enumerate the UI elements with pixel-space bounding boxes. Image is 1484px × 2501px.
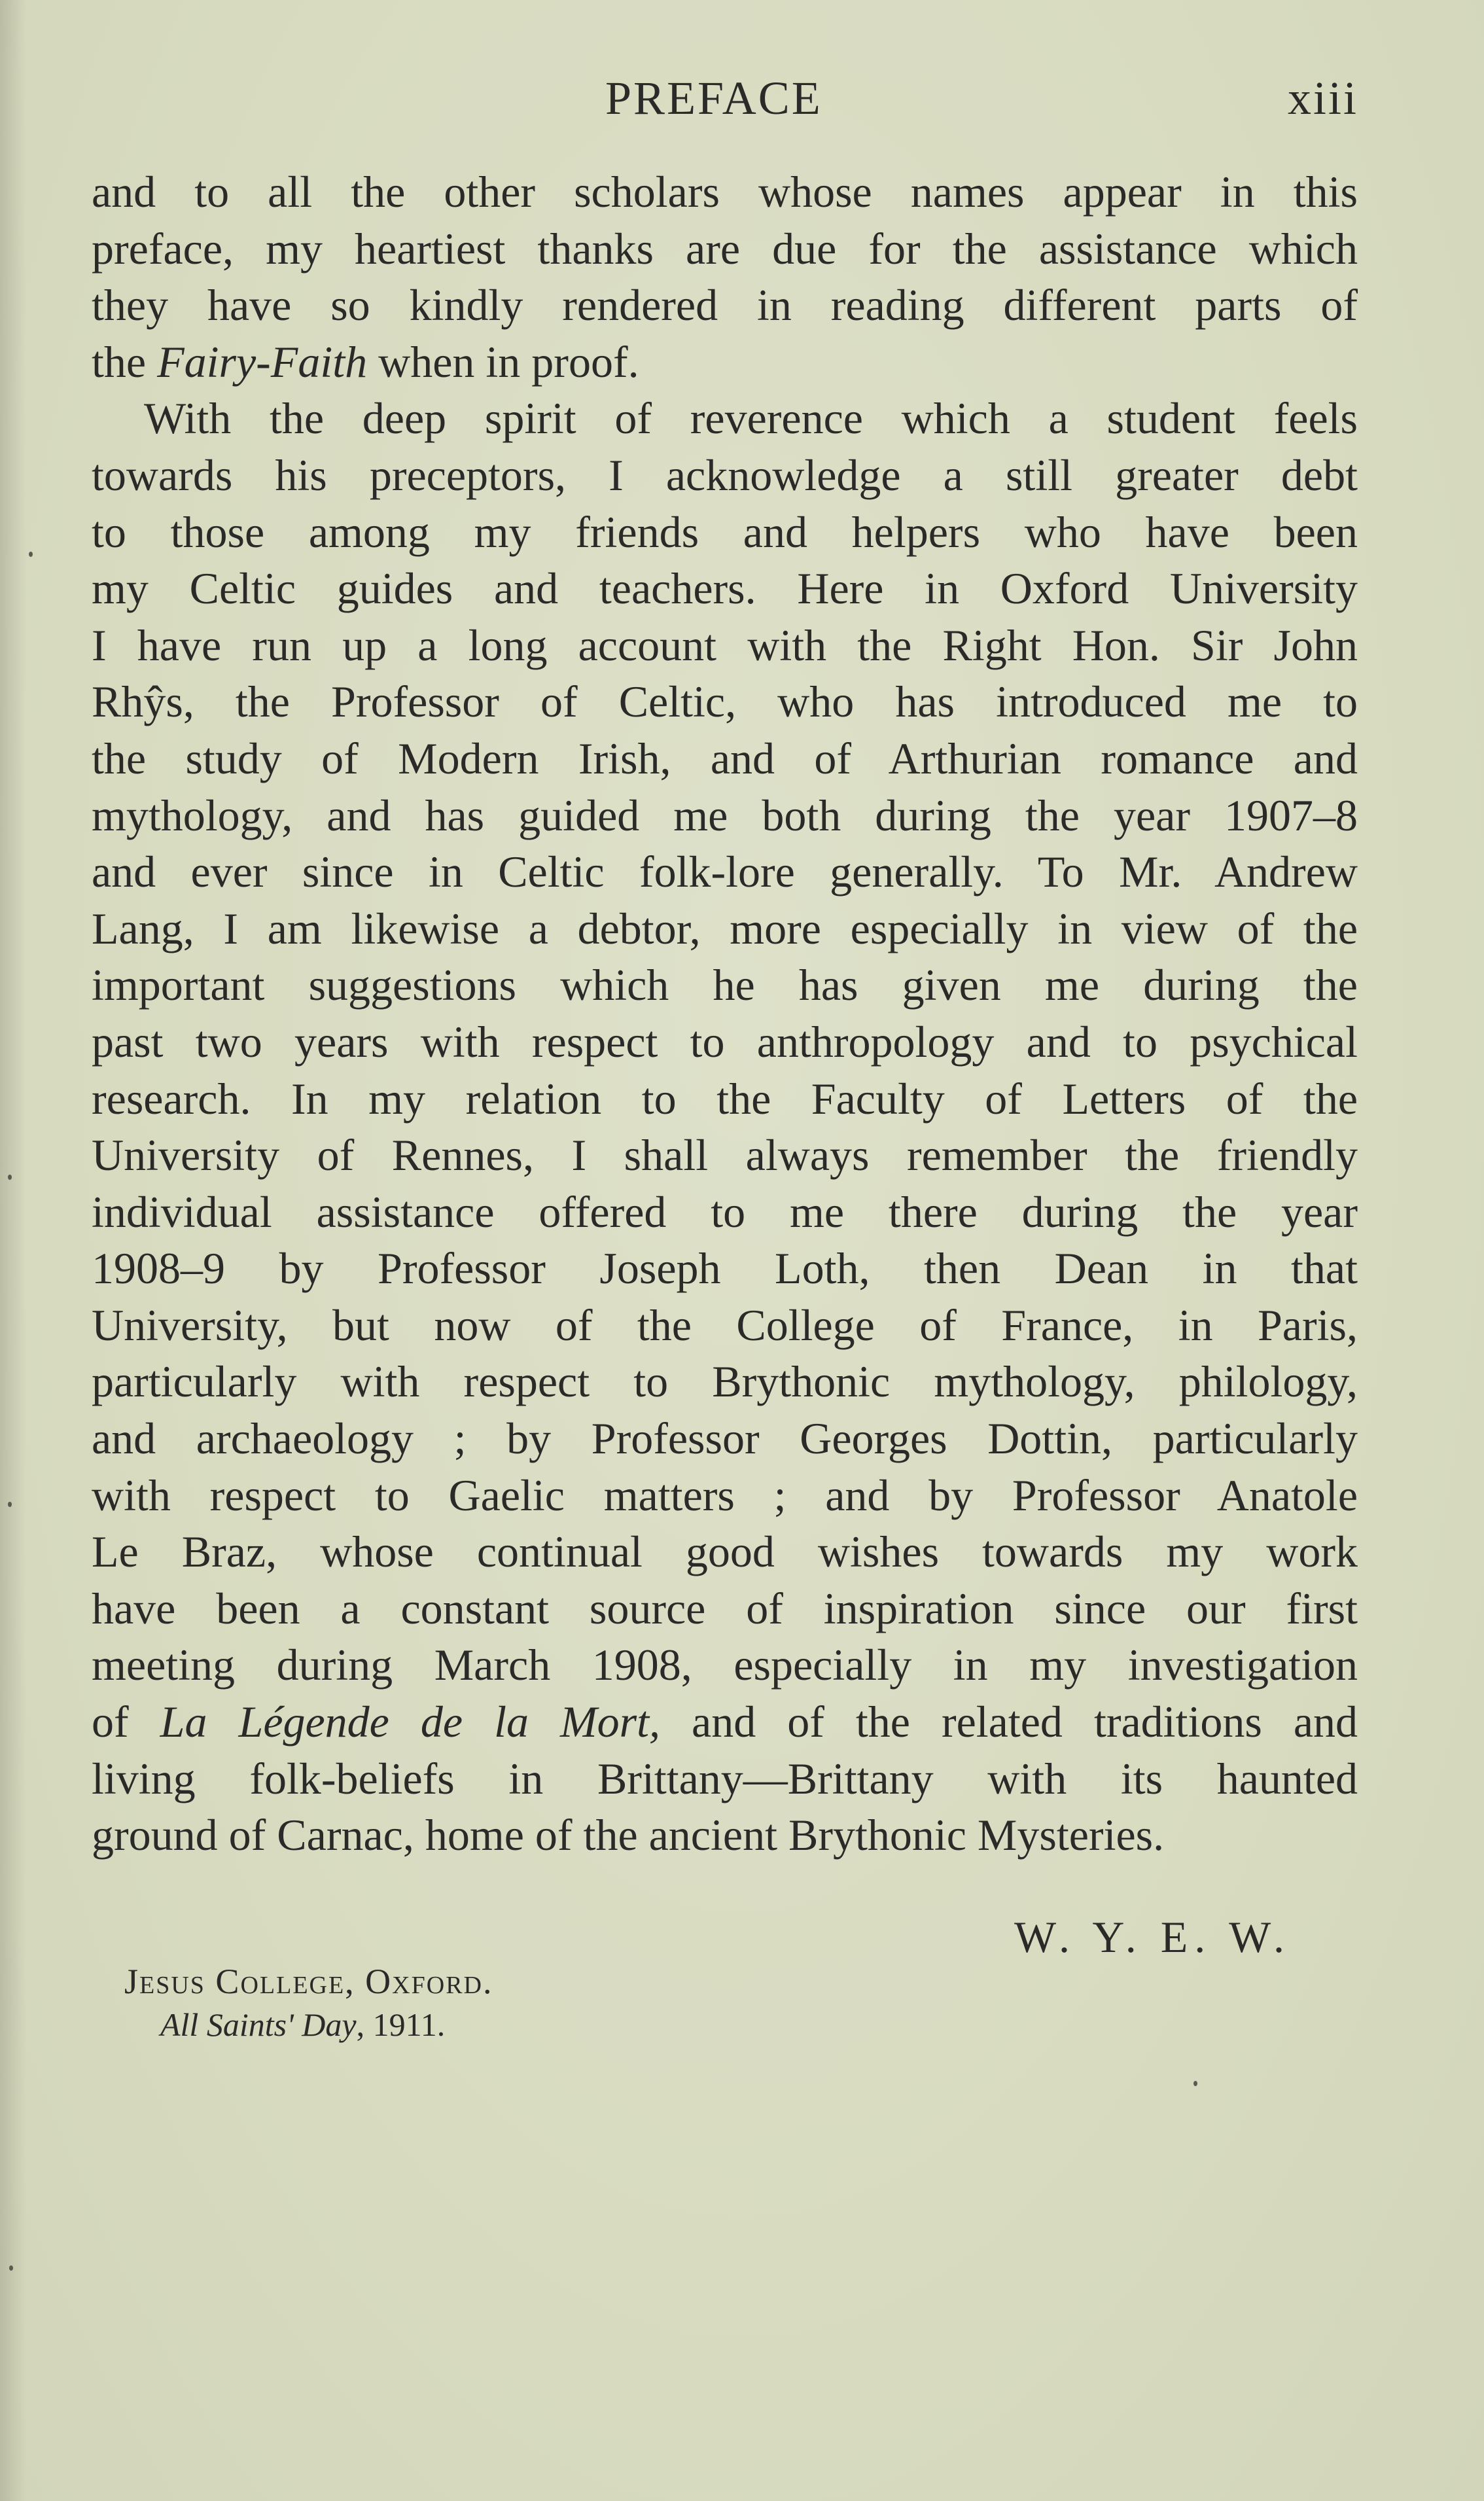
print-speck [29, 552, 33, 557]
text-line: meeting during March 1908, especially in my investigation [92, 1640, 1358, 1690]
text-line: past two years with respect to anthropology and to psychical [92, 1016, 1358, 1067]
text-line: towards his preceptors, I acknowledge a still greater debt [92, 450, 1358, 500]
text-line: and archaeology ; by Professor Georges Dottin, particularly [92, 1413, 1358, 1464]
text-line: Rhŷs, the Professor of Celtic, who has introduced me to [92, 677, 1358, 727]
text-line: 1908–9 by Professor Joseph Loth, then Dean in that [92, 1243, 1358, 1294]
text-fragment: and of the related traditions and [660, 1697, 1358, 1747]
page-gutter-shadow [0, 0, 26, 2501]
text-line: they have so kindly rendered in reading different parts of [92, 280, 1358, 330]
text-line: important suggestions which he has given me during the [92, 960, 1358, 1010]
text-line: living folk-beliefs in Brittany—Brittany with its haunted [92, 1753, 1358, 1803]
text-fragment: of [92, 1697, 160, 1747]
text-line: and ever since in Celtic folk-lore generally. To Mr. Andrew [92, 847, 1358, 897]
text-line: preface, my heartiest thanks are due for the assistance which [92, 223, 1358, 274]
text-fragment: the [92, 336, 158, 387]
text-line: With the deep spirit of reverence which a student feels [144, 393, 1358, 444]
print-speck [9, 2265, 13, 2271]
text-line: individual assistance offered to me there during the year [92, 1186, 1358, 1237]
dateline-date [124, 2003, 493, 2046]
text-line: my Celtic guides and teachers. Here in Oxford University [92, 563, 1358, 614]
text-line: mythology, and has guided me both during the year 1907–8 [92, 790, 1358, 840]
text-line: University of Rennes, I shall always remember the friendly [92, 1130, 1358, 1180]
text-line: Lang, I am likewise a debtor, more especially in view of the [92, 903, 1358, 953]
text-line: the study of Modern Irish, and of Arthurian romance and [92, 733, 1358, 783]
text-line: particularly with respect to Brythonic mythology, philology, [92, 1357, 1358, 1407]
text-line: I have run up a long account with the Right Hon. Sir John [92, 620, 1358, 670]
dateline-year: , 1911. [356, 2006, 446, 2043]
dateline-place: Jesus College, Oxford. [124, 1962, 493, 2001]
text-line [92, 334, 1358, 391]
text-line: University, but now of the College of France, in Paris, [92, 1300, 1358, 1350]
paragraph-2 [92, 390, 1358, 1863]
text-line: to those among my friends and helpers who have been [92, 506, 1358, 557]
text-line: with respect to Gaelic matters ; and by Professor Anatole [92, 1470, 1358, 1520]
author-initials: W. Y. E. W. [1014, 1912, 1292, 1962]
text-line: ground of Carnac, home of the ancient Brythonic Mysteries. [92, 1810, 1165, 1860]
print-speck [1193, 2081, 1197, 2086]
text-line: Le Braz, whose continual good wishes towards my work [92, 1527, 1358, 1577]
print-speck [8, 1175, 12, 1180]
body-text [92, 164, 1358, 1864]
text-line: and to all the other scholars whose names appear in this [92, 167, 1358, 217]
running-title: PREFACE [605, 72, 822, 124]
running-head [0, 69, 1484, 128]
page-number: xiii [1288, 72, 1359, 124]
text-line: have been a constant source of inspiration since our first [92, 1583, 1358, 1633]
text-line [92, 1694, 1358, 1750]
dateline [124, 1960, 493, 2046]
italic-title-la-legende: La Légende de la Mort, [160, 1697, 660, 1747]
text-fragment: when in proof. [367, 336, 639, 387]
text-line: research. In my relation to the Faculty of Letters of the [92, 1073, 1358, 1124]
paragraph-1 [92, 164, 1358, 390]
print-speck [8, 1502, 12, 1507]
italic-title-fairy-faith: Fairy-Faith [157, 336, 368, 387]
dateline-day: All Saints' Day [160, 2006, 357, 2043]
